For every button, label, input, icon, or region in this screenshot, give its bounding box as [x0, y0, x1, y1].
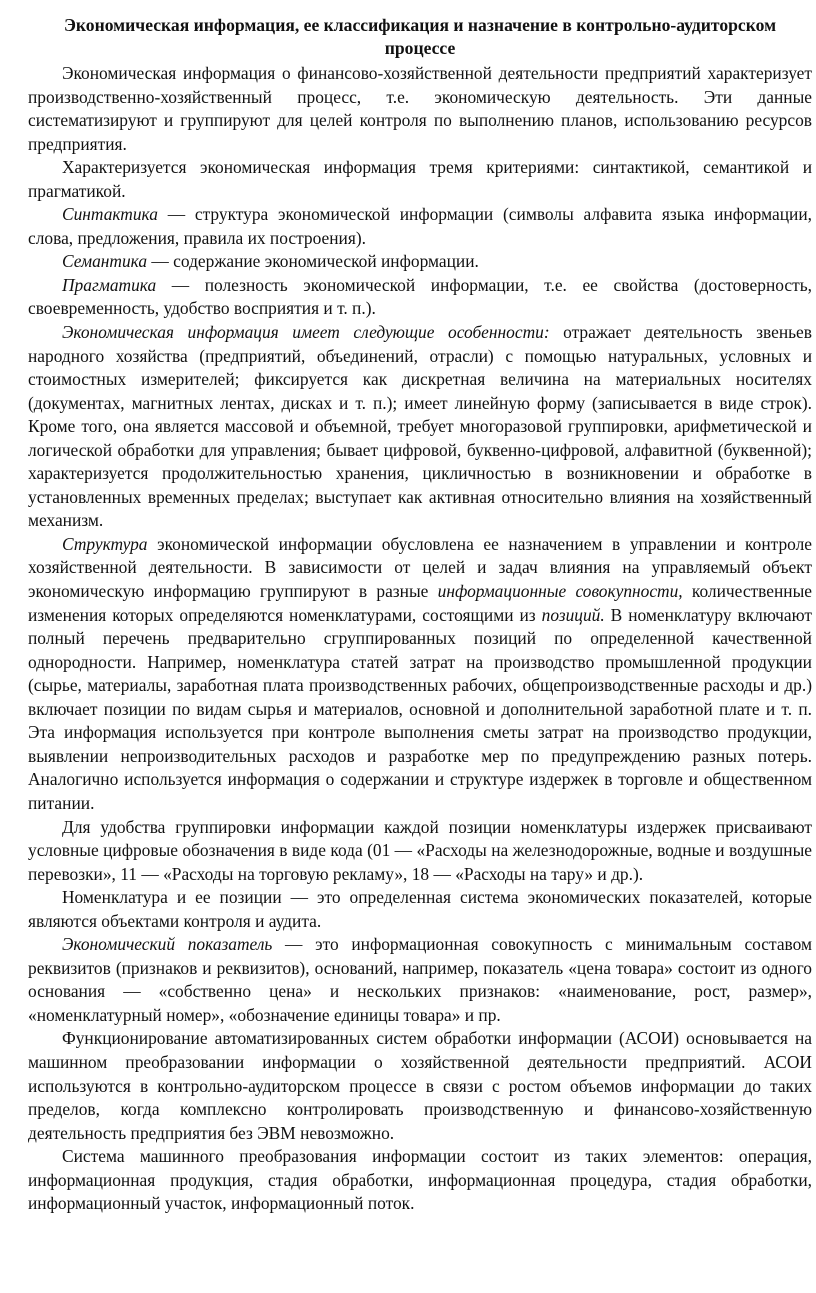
term-info-aggregates: информационные совокупности,: [437, 581, 683, 602]
paragraph-economic-info: Экономическая информация о финансово-хозяйственной деятельности предприятий характеризует производственно-хозяйственный процесс, т.е. экономическую деятельность. Эти данные систематизируют и группируют для целей контроля по выполнению планов, использованию ресурсов предприятия.: [28, 63, 812, 154]
paragraph-nomenclature: Номенклатура и ее позиции — это определенная система экономических показателей, которые являются объектами контроля и аудита.: [28, 887, 812, 931]
definition-pragmatics: — полезность экономической информации, т.е. ее свойства (достоверность, своевременность, удобство восприятия и т. п.).: [28, 274, 812, 319]
structure-text-2: количественные изменения которых определяются номенклатурами, состоящими из: [28, 581, 812, 625]
definition-syntactics: — структура экономической информации (символы алфавита языка информации, слова, предложения, правила их построения).: [28, 204, 812, 248]
paragraph-asoi: Функционирование автоматизированных систем обработки информации (АСОИ) основывается на машинном преобразовании информации о хозяйственной деятельности предприятий. АСОИ используются в контрольно-аудиторском процессе в связи с ростом объемов информации до таких пределов, когда комплексно контролировать производственную и финансово-хозяйственную деятельность предприятия без ЭВМ невозможно.: [28, 1028, 812, 1143]
term-syntactics: Синтактика: [62, 204, 158, 225]
indicator-text: — это информационная совокупность с минимальным составом реквизитов (признаков и реквизитов), оснований, например, показатель «цена товара» состоит из одного основания — «собственно цена» и нескольких признаков: «наименование, рост, размер», «номенклатурный номер», «обозначение единицы товара» и пр.: [28, 934, 813, 1025]
paragraph-pragmatics: [28, 274, 812, 321]
paragraph-semantics: [28, 250, 812, 274]
paragraph-structure: [28, 533, 812, 816]
term-features: Экономическая информация имеет следующие особенности:: [62, 322, 550, 343]
document-title: Экономическая информация, ее классификация и назначение в контрольно-аудиторском процессе: [63, 15, 777, 58]
structure-text-1: экономической информации обусловлена ее назначением в управлении и контроле хозяйственной деятельности. В зависимости от целей и задач влияния на управляемый объект экономическую информацию группируют в разные: [28, 533, 812, 602]
paragraph-syntactics: [28, 203, 812, 250]
term-positions: позиций.: [541, 604, 605, 625]
paragraph-codes: Для удобства группировки информации каждой позиции номенклатуры издержек присваивают условные цифровые обозначения в виде кода (01 — «Расходы на железнодорожные, водные и воздушные перевозки», 11 — «Расходы на торговую рекламу», 18 — «Расходы на тару» и др.).: [28, 816, 812, 884]
paragraph-criteria: Характеризуется экономическая информация тремя критериями: синтактикой, семантикой и прагматикой.: [28, 157, 812, 201]
features-text: отражает деятельность звеньев народного хозяйства (предприятий, объединений, отрасли) с помощью натуральных, условных и стоимостных измерителей; фиксируется как дискретная величина на материальных носителях (документах, магнитных лентах, дисках и т. п.); имеет линейную форму (записывается в виде строк). Кроме того, она является массовой и объемной, требует многоразовой группировки, арифметической и логической обработки для управления; бывает цифровой, буквенно-цифровой, алфавитной (буквенной); характеризуется продолжительностью хранения, цикличностью в возникновении и обработке в установленных временных пределах; выступает как активная относительно влияния на хозяйственный механизм.: [28, 322, 812, 531]
term-structure: Структура: [62, 533, 148, 554]
paragraph-machine-system: Система машинного преобразования информации состоит из таких элементов: операция, информационная продукция, стадия обработки, информационная процедура, стадия обработки, информационный участок, информационный поток.: [28, 1146, 812, 1214]
definition-semantics: — содержание экономической информации.: [147, 251, 479, 272]
paragraph-features: [28, 321, 812, 533]
paragraph-indicator: [28, 933, 812, 1027]
term-pragmatics: Прагматика: [62, 274, 157, 295]
term-indicator: Экономический показатель: [62, 934, 273, 955]
term-semantics: Семантика: [62, 251, 148, 272]
structure-text-3: В номенклатуру включают полный перечень предварительно сгруппированных позиций по определенной качественной однородности. Например, номенклатура статей затрат на производство промышленной продукции (сырье, материалы, заработная плата производственных рабочих, общепроизводственные расходы и др.) включает позиции по видам сырья и материалов, основной и дополнительной заработной плате и т. п. Эта информация используется при контроле выполнения сметы затрат на производство продукции, выявлении непроизводительных расходов и разработке мер по предупреждению разных потерь. Аналогично используется информация о содержании и структуре издержек в торговле и общественном питании.: [28, 604, 812, 813]
